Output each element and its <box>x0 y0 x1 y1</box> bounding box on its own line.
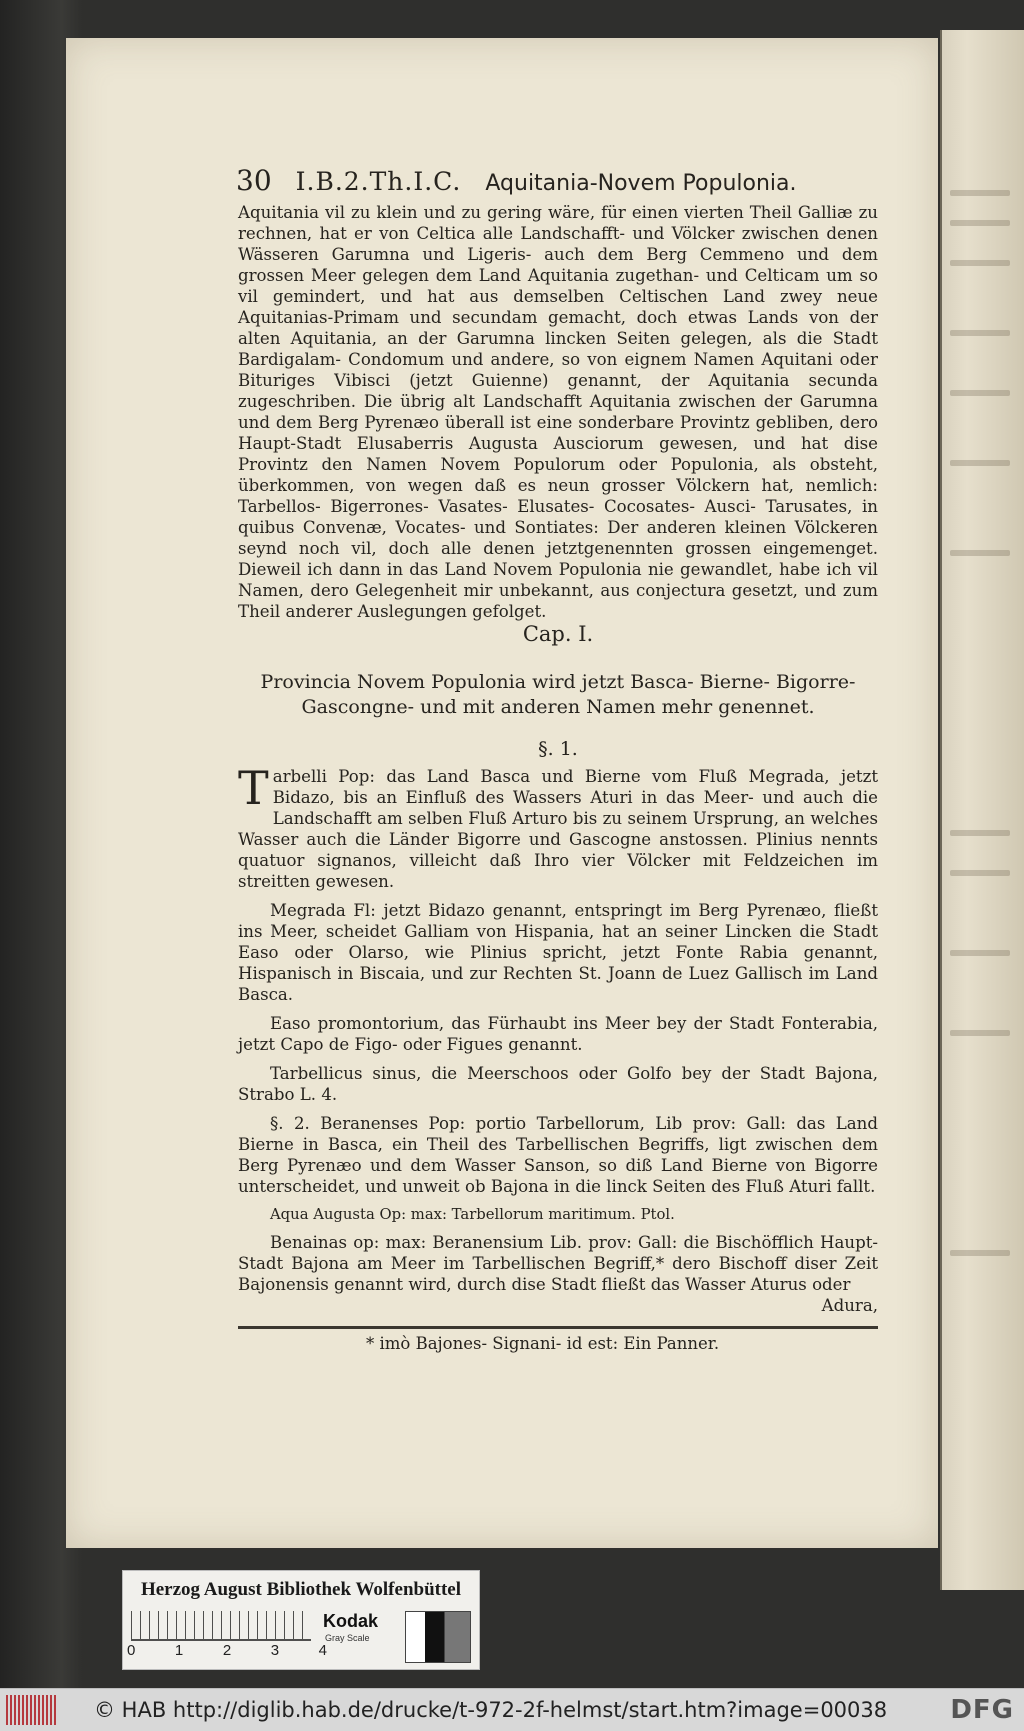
copyright-url[interactable]: © HAB http://diglib.hab.de/drucke/t-972-2f-helmst/start.htm?image=00038 <box>94 1698 888 1722</box>
section-mark: §. 1. <box>538 738 578 760</box>
scale-number: 2 <box>222 1642 232 1659</box>
chapter-heading: Cap. I. <box>522 622 594 646</box>
scale-number: 1 <box>174 1642 184 1659</box>
paragraph-megrada: Megrada Fl: jetzt Bidazo genannt, entspringt im Berg Pyrenæo, fließt ins Meer, scheidet Galliam von Hispania, hat an seiner Lincken die Stadt Easo oder Olarso, wie Plinius spricht, jetzt Fonte Rabia genannt, Hispanisch in Biscaia, und zur Rechten St. Joann de Luez Gallisch im Land Basca. <box>238 901 878 1004</box>
intro-text-block <box>238 202 878 622</box>
paragraph-tarbelli-text: arbelli Pop: das Land Basca und Bierne vom Fluß Megrada, jetzt Bidazo, bis an Einfluß des Wassers Aturi in das Meer- und auch die Landschafft am selben Fluß Arturo bis zu seinem Ursprung, an welches Wasser auch die Länder Bigorre und Gascogne anstossen. Plinius nennts quatuor signanos, villeicht daß Ihro vier Völcker mit Feldzeichen im streitten gewesen. <box>238 767 878 891</box>
library-color-scale-card <box>122 1570 480 1670</box>
viewer-footer <box>0 1688 1024 1731</box>
chapter-title-line-1: Provincia Novem Populonia wird jetzt Basca- Bierne- Bigorre- <box>260 671 856 693</box>
dfg-logo: DFG <box>950 1695 1014 1725</box>
chapter-title-line-2: Gascongne- und mit anderen Namen mehr genennet. <box>301 696 815 718</box>
paragraph-tarbelli <box>238 761 878 892</box>
footnote-rule <box>238 1326 878 1329</box>
gray-scale-patch <box>405 1611 471 1663</box>
book-page <box>66 38 938 1548</box>
intro-paragraph: Aquitania vil zu klein und zu gering wäre, für einen vierten Theil Galliæ zu rechnen, hat er von Celtica alle Landschafft- und Völcker zwischen denen Wässeren Garumna und Ligeris- auch dem Berg Cemmeno und dem grossen Meer gelegen dem Land Aquitania zugethan- und Celticam um so vil gemindert, und hat aus demselben Celtischen Land zwey neue Aquitanias-Primam und secundam gemacht, doch etwas Lands von der alten Aquitania, an der Garumna lincken Seiten gelegen, als die Stadt Bardigalam- Condomum und andere, so von eignem Namen Aquitani oder Bituriges Vibisci (jetzt Guienne) genannt, der Aquitania secunda zugeschriben. Die übrig alt Landschafft Aquitania zwischen der Garumna und dem Berg Pyrenæo überall ist eine sonderbare Provintz gebliben, dero Haupt-Stadt Elusaberris Augusta Ausciorum gewesen, und hat dise Provintz den Namen Novem Populorum oder Populonia, als obsteht, überkommen, von wegen daß es neun grosser Völckern hat, nemlich: Tarbellos- Bigerrones- Vasates- Elusates- Cocosates- Ausci- Tarusates, in quibus Convenæ, Vocates- und Sontiates: Der anderen kleinen Völckeren seynd noch vil, doch alle denen jetztgenennten grossen eingemenget. Dieweil ich dann in das Land Novem Populonia nie gewandlet, habe ich vil Namen, dero Gelegenheit mir unbekannt, aus conjectura gesetzt, und zum Theil anderer Auslegungen gefolget. <box>238 203 878 621</box>
hab-logo-icon <box>6 1695 58 1725</box>
running-title: Aquitania-Novem Populonia. <box>485 171 797 196</box>
section-reference: I.B.2.Th.I.C. <box>295 167 462 196</box>
library-name: Herzog August Bibliothek Wolfenbüttel <box>140 1579 462 1600</box>
running-header <box>236 166 876 196</box>
facing-page-edge <box>940 30 1024 1590</box>
scale-numbers <box>127 1642 327 1659</box>
scale-number: 4 <box>318 1642 327 1659</box>
drop-cap: T <box>238 761 269 815</box>
catchword: Adura, <box>821 1296 878 1315</box>
gray-scale-label: Gray Scale <box>325 1633 370 1643</box>
paragraph-beranenses: §. 2. Beranenses Pop: portio Tarbellorum, Lib prov: Gall: das Land Bierne in Basca, ein Theil des Tarbellischen Begriffs, ligt zwischen dem Berg Pyrenæo und dem Wasser Sanson, so diß Land Bierne von Bigorre unterscheidet, und unweit ob Bajona in die linck Seiten des Fluß Aturi fallt. <box>238 1114 878 1196</box>
kodak-label: Kodak <box>323 1611 379 1631</box>
chapter-title <box>238 670 878 720</box>
scale-number: 0 <box>127 1642 136 1659</box>
paragraph-easo: Easo promontorium, das Fürhaubt ins Meer bey der Stadt Fonterabia, jetzt Capo de Figo- oder Figues genannt. <box>238 1014 878 1054</box>
paragraph-tarbellicus: Tarbellicus sinus, die Meerschoos oder Golfo bey der Stadt Bajona, Strabo L. 4. <box>238 1064 878 1104</box>
chapter-body <box>238 761 878 1316</box>
footnote: * imò Bajones- Signani- id est: Ein Panner. <box>366 1334 720 1353</box>
paragraph-aqua-augusta: Aqua Augusta Op: max: Tarbellorum maritimum. Ptol. <box>270 1206 675 1223</box>
page-number: 30 <box>236 164 272 197</box>
scale-number: 3 <box>270 1642 280 1659</box>
scale-ruler <box>131 1611 311 1641</box>
paragraph-benainas: Benainas op: max: Beranensium Lib. prov: Gall: die Bischöfflich Haupt-Stadt Bajona am Meer im Tarbellischen Begriff,* dero Bischoff diser Zeit Bajonensis genannt wird, durch dise Stadt fließt das Wasser Aturus oder <box>238 1233 878 1294</box>
